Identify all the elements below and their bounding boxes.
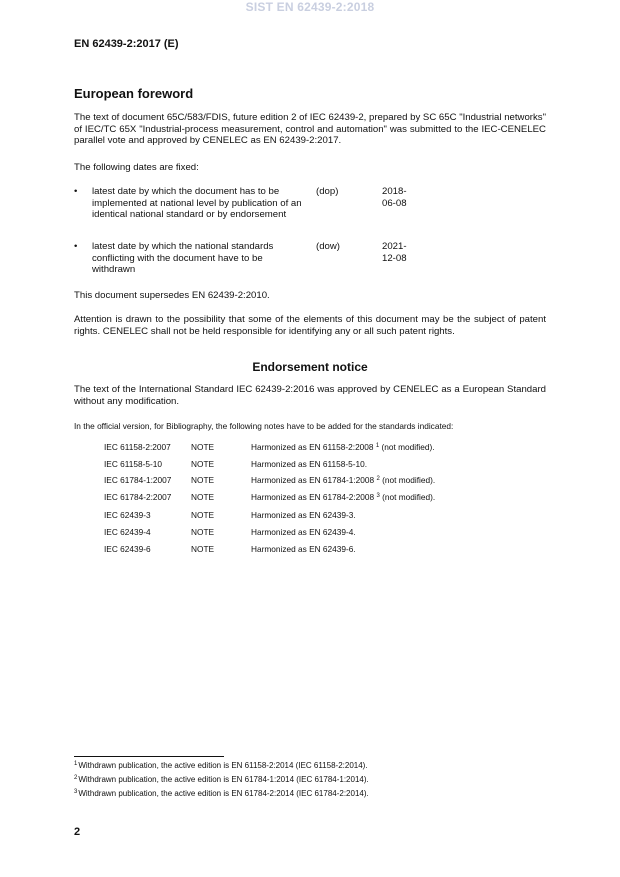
note-text: Harmonized as EN 61158-2:2008 $^1$ (not modified). — [251, 442, 435, 452]
note-standard: IEC 62439-3 — [104, 510, 151, 520]
note-standard: IEC 62439-4 — [104, 527, 151, 537]
note-standard: IEC 61784-2:2007 — [104, 492, 172, 502]
date-item-abbr: (dop) — [316, 186, 339, 197]
note-label: NOTE — [191, 442, 215, 452]
note-text: Harmonized as EN 61158-5-10. — [251, 459, 368, 469]
footnote-mark: 1 — [74, 761, 78, 767]
note-text: Harmonized as EN 62439-6. — [251, 544, 356, 554]
note-label: NOTE — [191, 475, 215, 485]
endorsement-text: The text of the International Standard IEC 62439-2:2016 was approved by CENELEC as a European Standard without any modification. — [74, 384, 546, 407]
page-number: 2 — [74, 826, 81, 838]
foreword-intro: The text of document 65C/583/FDIS, future edition 2 of IEC 62439-2, prepared by SC 65C "Industrial networks" of IEC/TC 65X "Industrial-process measurement, control and automation" was submitted to the IEC-CENELEC parallel vote and approved by CENELEC as EN 62439-2:2017. — [74, 112, 546, 146]
note-label: NOTE — [191, 459, 215, 469]
dates-intro: The following dates are fixed: — [74, 162, 199, 173]
note-label: NOTE — [191, 510, 215, 520]
document-id: EN 62439-2:2017 (E) — [74, 38, 179, 50]
note-standard: IEC 62439-6 — [104, 544, 151, 554]
footnote-mark: 3 — [74, 789, 78, 795]
date-item-text: latest date by which the national standards conflicting with the document have to be withdrawn — [92, 241, 274, 275]
watermark: SIST EN 62439-2:2018 — [245, 0, 375, 14]
date-item-abbr: (dow) — [316, 241, 340, 252]
bibliography-intro: In the official version, for Bibliography, the following notes have to be added for the standards indicated: — [74, 421, 454, 431]
note-text: Harmonized as EN 62439-4. — [251, 527, 356, 537]
date-item-date: 2018-06-08 — [382, 186, 407, 209]
date-item-text: latest date by which the document has to be implemented at national level by publication of an identical national standard or by endorsement — [92, 186, 302, 220]
footnote-mark: 3 — [376, 493, 380, 499]
footnote-divider — [74, 756, 224, 757]
date-item-date: 2021-12-08 — [382, 241, 407, 264]
patent-text: Attention is drawn to the possibility that some of the elements of this document may be the subject of patent rights. CENELEC shall not be held responsible for identifying any or all such patent rights. — [74, 314, 546, 337]
footnote-mark: 2 — [74, 775, 78, 781]
note-label: NOTE — [191, 544, 215, 554]
note-label: NOTE — [191, 492, 215, 502]
footnote — [74, 775, 369, 784]
footnote-text: Withdrawn publication, the active edition is EN 61784-2:2014 (IEC 61784-2:2014). — [78, 789, 369, 798]
note-standard: IEC 61158-5-10 — [104, 459, 162, 469]
footnote-mark: 1 — [375, 443, 380, 449]
note-standard: IEC 61784-1:2007 — [104, 475, 172, 485]
foreword-heading: European foreword — [74, 86, 194, 101]
note-label: NOTE — [191, 527, 215, 537]
footnote-mark: 2 — [376, 476, 380, 482]
bullet-icon: • — [74, 241, 78, 252]
footnote — [74, 761, 368, 770]
note-text: Harmonized as EN 61784-1:2008 $^2$ (not modified). — [251, 475, 436, 485]
footnote — [74, 789, 369, 798]
note-text: Harmonized as EN 61784-2:2008 $^3$ (not modified). — [251, 492, 436, 502]
footnote-text: Withdrawn publication, the active edition is EN 61158-2:2014 (IEC 61158-2:2014). — [78, 761, 368, 770]
endorsement-heading: Endorsement notice — [252, 360, 368, 374]
supersedes-text: This document supersedes EN 62439-2:2010. — [74, 290, 270, 301]
note-standard: IEC 61158-2:2007 — [104, 442, 171, 452]
bullet-icon: • — [74, 186, 78, 197]
note-text: Harmonized as EN 62439-3. — [251, 510, 356, 520]
footnote-text: Withdrawn publication, the active edition is EN 61784-1:2014 (IEC 61784-1:2014). — [78, 775, 369, 784]
